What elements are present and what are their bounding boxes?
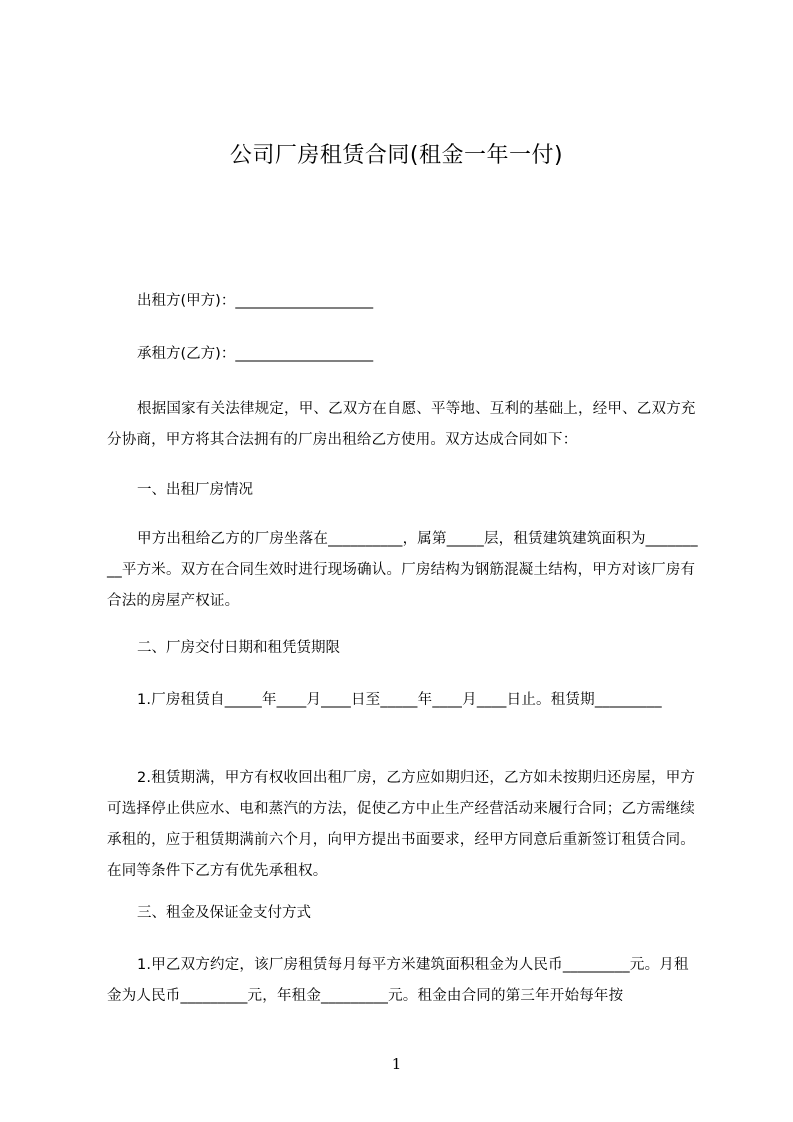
section-3-heading: 三、租金及保证金支付方式: [137, 905, 311, 921]
section-3-item-1: 1.甲乙双方约定，该厂房租赁每月每平方米建筑面积租金为人民币_________元。月租金为人民币_________元，年租金_________元。租金由合同的第三年开始每年按: [107, 957, 689, 1004]
section-2-item-2: 2.租赁期满，甲方有权收回出租厂房，乙方应如期归还，乙方如未按期归还房屋，甲方可选择停止供应水、电和蒸汽的方法，促使乙方中止生产经营活动来履行合同；乙方需继续承租的，应于租赁期满前六个月，向甲方提出书面要求，经甲方同意后重新签订租赁合同。在同等条件下乙方有优先承租权。: [107, 770, 696, 879]
section-2-heading: 二、厂房交付日期和租凭赁期限: [137, 640, 340, 656]
document-title: 公司厂房租赁合同(租金一年一付): [229, 143, 564, 168]
section-2-item-1: 1.厂房租赁自_____年____月____日至_____年____月____日止。租赁期_________: [137, 692, 662, 708]
party-b-line: 承租方(乙方)：___________________: [137, 346, 374, 362]
section-1-body: 甲方出租给乙方的厂房坐落在__________，属第_____层，租赁建筑建筑面积为_________平方米。双方在合同生效时进行现场确认。厂房结构为钢筋混凝土结构，甲方对该厂房有合法的房屋产权证。: [107, 531, 698, 609]
section-1-heading: 一、出租厂房情况: [137, 482, 253, 498]
party-a-line: 出租方(甲方)：___________________: [137, 293, 374, 309]
page-number: 1: [391, 1055, 402, 1073]
intro-paragraph: 根据国家有关法律规定，甲、乙双方在自愿、平等地、互利的基础上，经甲、乙双方充分协商，甲方将其合法拥有的厂房出租给乙方使用。双方达成合同如下：: [107, 401, 696, 448]
